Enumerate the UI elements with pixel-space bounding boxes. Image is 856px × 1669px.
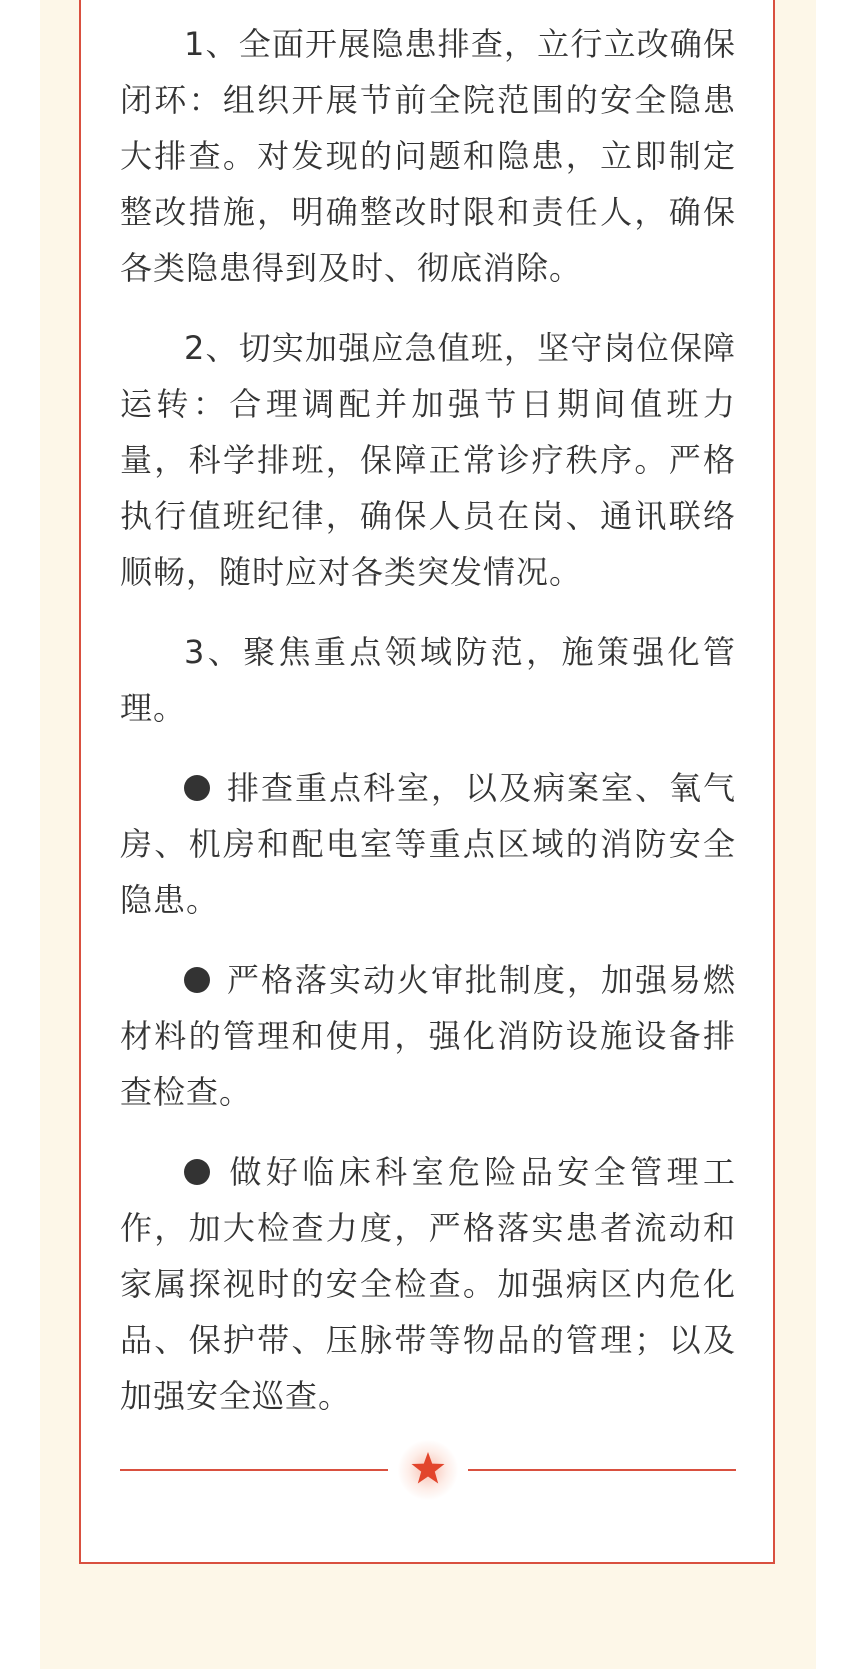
paragraph-2 — [120, 320, 736, 600]
divider-line-right — [468, 1469, 736, 1471]
bullet-text: 排查重点科室，以及病案室、氧气房、机房和配电室等重点区域的消防安全隐患。 — [120, 769, 736, 919]
bullet-dot-icon — [184, 1159, 210, 1185]
bullet-dot-icon — [184, 775, 210, 801]
star-icon — [410, 1451, 446, 1487]
bullet-dot-icon — [184, 967, 210, 993]
paragraph-text: 3、聚焦重点领域防范，施策强化管理。 — [120, 633, 736, 727]
divider-line-left — [120, 1469, 388, 1471]
paragraph-3 — [120, 624, 736, 736]
paragraph-text: 1、全面开展隐患排查，立行立改确保闭环：组织开展节前全院范围的安全隐患大排查。对发现的问题和隐患，立即制定整改措施，明确整改时限和责任人，确保各类隐患得到及时、彻底消除。 — [120, 25, 736, 287]
article-body — [120, 16, 736, 1448]
bullet-item-2 — [120, 952, 736, 1120]
bullet-text: 严格落实动火审批制度，加强易燃材料的管理和使用，强化消防设施设备排查检查。 — [120, 961, 736, 1111]
bullet-item-1 — [120, 760, 736, 928]
star-divider — [120, 1440, 736, 1500]
paragraph-1 — [120, 16, 736, 296]
star-ornament — [398, 1440, 458, 1500]
bullet-text: 做好临床科室危险品安全管理工作，加大检查力度，严格落实患者流动和家属探视时的安全检查。加强病区内危化品、保护带、压脉带等物品的管理；以及加强安全巡查。 — [120, 1153, 736, 1415]
bullet-item-3 — [120, 1144, 736, 1424]
paragraph-text: 2、切实加强应急值班，坚守岗位保障运转：合理调配并加强节日期间值班力量，科学排班，保障正常诊疗秩序。严格执行值班纪律，确保人员在岗、通讯联络顺畅，随时应对各类突发情况。 — [120, 329, 736, 591]
